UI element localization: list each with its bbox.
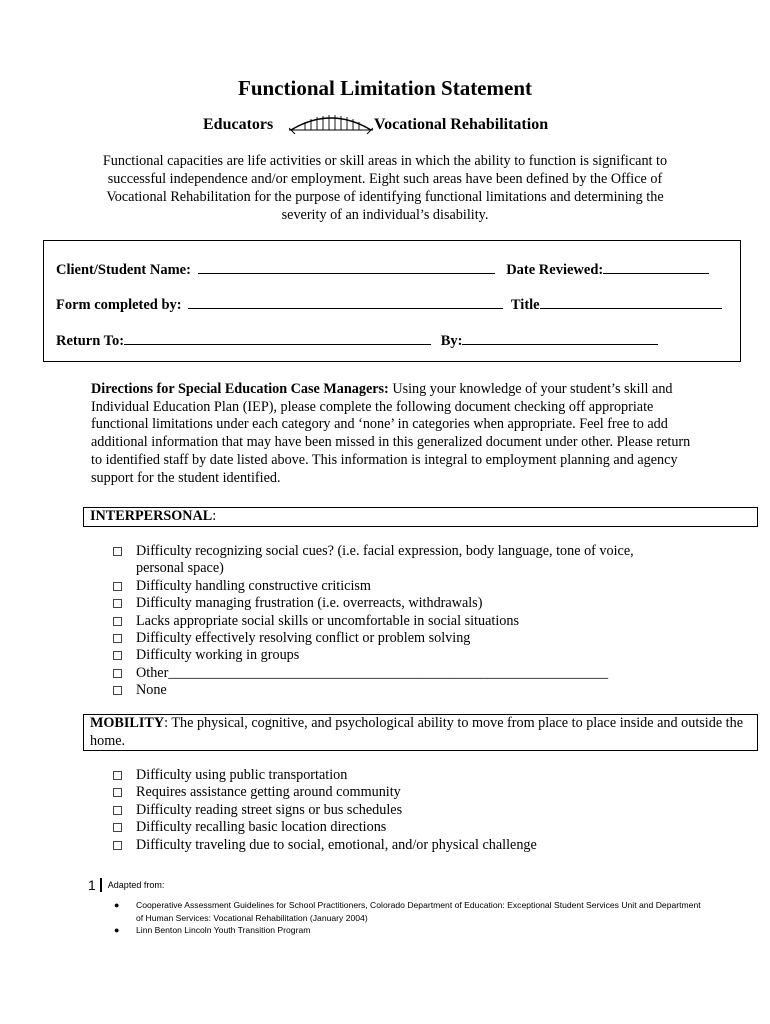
interpersonal-item-other[interactable] [113, 665, 673, 682]
item-label: Other______________________________________________________________ [136, 664, 609, 681]
vocational-rehabilitation-label: Vocational Rehabilitation [374, 116, 549, 133]
checkbox[interactable] [113, 634, 122, 643]
mobility-item[interactable] [113, 837, 673, 854]
mobility-description: : The physical, cognitive, and psychological ability to move from place to place inside and outside the home. [90, 715, 744, 749]
item-label: Difficulty recalling basic location directions [136, 819, 387, 836]
checkbox[interactable] [113, 617, 122, 626]
mobility-title: MOBILITY [90, 715, 165, 731]
item-label: Difficulty recognizing social cues? (i.e. facial expression, body language, tone of voice, personal space) [136, 543, 634, 577]
interpersonal-checklist [113, 543, 673, 700]
interpersonal-item[interactable] [113, 647, 673, 664]
date-reviewed-field[interactable] [603, 259, 709, 274]
client-name-field[interactable] [198, 259, 495, 274]
interpersonal-colon: : [212, 508, 217, 524]
footer-divider [100, 878, 102, 892]
checkbox[interactable] [113, 841, 122, 850]
checkbox[interactable] [113, 547, 122, 556]
date-reviewed-label: Date Reviewed: [506, 262, 604, 278]
page-footer [88, 877, 708, 937]
title-label: Title [510, 297, 540, 313]
interpersonal-item[interactable] [113, 543, 673, 578]
mobility-item[interactable] [113, 767, 673, 784]
item-label: Requires assistance getting around community [136, 784, 401, 801]
checkbox[interactable] [113, 771, 122, 780]
bridge-icon [289, 112, 373, 134]
mobility-item[interactable] [113, 819, 673, 836]
mobility-heading [83, 714, 758, 751]
interpersonal-item-none[interactable] [113, 682, 673, 699]
mobility-item[interactable] [113, 784, 673, 801]
item-label: Difficulty reading street signs or bus schedules [136, 801, 403, 818]
interpersonal-title: INTERPERSONAL [90, 508, 213, 524]
directions-heading: Directions for Special Education Case Managers: [91, 381, 389, 397]
checkbox[interactable] [113, 599, 122, 608]
form-completed-label: Form completed by: [56, 297, 182, 313]
form-completed-field[interactable] [188, 294, 503, 309]
item-label: Difficulty managing frustration (i.e. overreacts, withdrawals) [136, 595, 483, 612]
educators-label: Educators [203, 116, 274, 133]
checkbox[interactable] [113, 651, 122, 660]
client-info-box [43, 240, 741, 362]
item-label: Difficulty traveling due to social, emotional, and/or physical challenge [136, 836, 537, 853]
return-to-row [56, 330, 658, 350]
by-field[interactable] [462, 330, 658, 345]
adapted-from-label: Adapted from: [107, 880, 165, 890]
checkbox[interactable] [113, 788, 122, 797]
form-completed-row [56, 294, 722, 314]
item-label: Difficulty working in groups [136, 647, 300, 664]
return-to-field[interactable] [124, 330, 431, 345]
bullet-icon: ● [114, 925, 120, 935]
directions-text: Using your knowledge of your student’s skill and Individual Education Plan (IEP), please complete the following document checking off appropriate functional limitations under each category and ‘none’ in categories when appropriate. Feel free to add additional information that may have been missed in this generalized document under other. Please return to identified staff by date listed above. This information is integral to employment planning and agency support for the student identified. [91, 381, 691, 486]
bullet-icon: ● [114, 900, 120, 910]
checkbox[interactable] [113, 823, 122, 832]
item-label: Difficulty effectively resolving conflict or problem solving [136, 630, 471, 647]
mobility-checklist [113, 767, 673, 854]
page-number: 1 [88, 877, 96, 893]
interpersonal-item[interactable] [113, 630, 673, 647]
subtitle-row [0, 112, 770, 140]
interpersonal-item[interactable] [113, 595, 673, 612]
item-label: None [136, 682, 167, 699]
reference-item [88, 924, 708, 937]
client-name-row [56, 259, 709, 279]
reference-text: Linn Benton Lincoln Youth Transition Program [136, 925, 311, 935]
return-to-label: Return To: [56, 333, 125, 349]
checkbox[interactable] [113, 582, 122, 591]
checkbox[interactable] [113, 669, 122, 678]
reference-list [88, 899, 708, 937]
title-field[interactable] [540, 294, 722, 309]
item-label: Lacks appropriate social skills or uncomfortable in social situations [136, 612, 519, 629]
directions-paragraph [91, 381, 691, 487]
client-name-label: Client/Student Name: [56, 262, 191, 278]
by-label: By: [440, 333, 463, 349]
page-title: Functional Limitation Statement [238, 76, 532, 100]
intro-paragraph: Functional capacities are life activities or skill areas in which the ability to function is significant to successful independence and/or employment. Eight such areas have been defined by the Office of Vocational Rehabilitation for the purpose of identifying functional limitations and determining the severity of an individual’s disability. [102, 153, 668, 223]
checkbox[interactable] [113, 806, 122, 815]
reference-text: Cooperative Assessment Guidelines for School Practitioners, Colorado Department of Education: Exceptional Student Services Unit and Department of Human Services: Vocational Rehabilitation (January 2004) [136, 900, 701, 923]
reference-item [88, 899, 708, 924]
item-label: Difficulty handling constructive criticism [136, 577, 371, 594]
interpersonal-heading [83, 507, 758, 527]
checkbox[interactable] [113, 686, 122, 695]
interpersonal-item[interactable] [113, 578, 673, 595]
mobility-item[interactable] [113, 802, 673, 819]
interpersonal-item[interactable] [113, 613, 673, 630]
item-label: Difficulty using public transportation [136, 767, 348, 783]
